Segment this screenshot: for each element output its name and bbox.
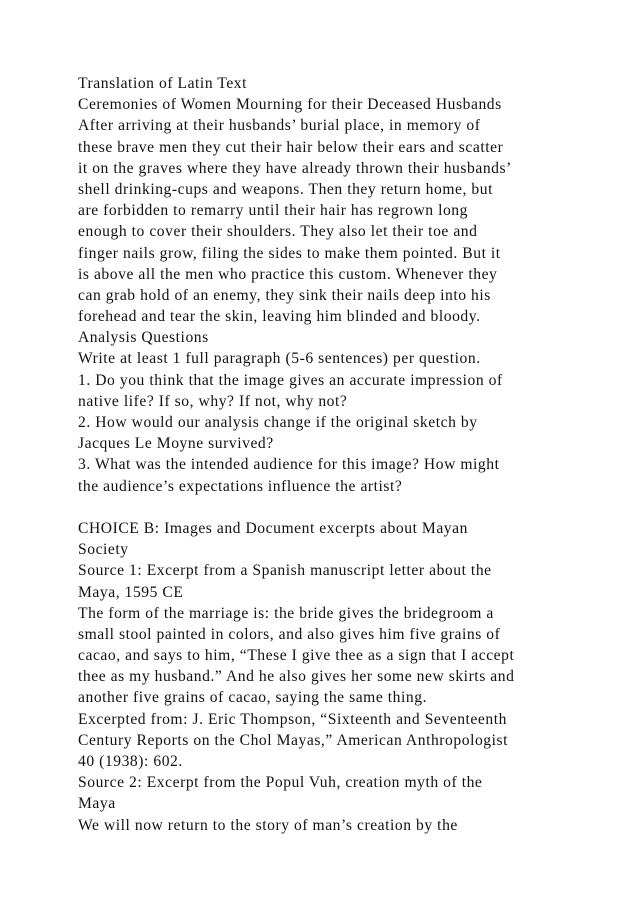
text-line: these brave men they cut their hair below their ears and scatter (78, 138, 504, 156)
citation-line: Century Reports on the Chol Mayas,” American Anthropologist (78, 731, 509, 749)
source-heading: Maya (78, 795, 116, 813)
question-line: Jacques Le Moyne survived? (78, 435, 274, 453)
section-heading: CHOICE B: Images and Document excerpts about Mayan (78, 519, 468, 537)
question-line: 1. Do you think that the image gives an accurate impression of (78, 371, 503, 389)
document-text (78, 73, 558, 836)
text-line: it on the graves where they have already thrown their husbands’ (78, 159, 512, 177)
source-heading: Maya, 1595 CE (78, 583, 184, 601)
instruction-line: Write at least 1 full paragraph (5-6 sentences) per question. (78, 350, 481, 368)
source-heading: Source 2: Excerpt from the Popul Vuh, creation myth of the (78, 774, 483, 792)
text-line: We will now return to the story of man’s creation by the (78, 816, 458, 834)
question-line: 2. How would our analysis change if the original sketch by (78, 414, 478, 431)
question-line: the audience’s expectations influence the artist? (78, 477, 403, 495)
text-line: shell drinking-cups and weapons. Then they return home, but (78, 180, 493, 198)
text-line: enough to cover their shoulders. They also let their toe and (78, 223, 478, 241)
text-line: After arriving at their husbands’ burial place, in memory of (78, 117, 481, 135)
text-line: another five grains of cacao, saying the same thing. (78, 689, 428, 707)
source-heading: Source 1: Excerpt from a Spanish manuscript letter about the (78, 562, 492, 580)
citation-line: 40 (1938): 602. (78, 753, 183, 770)
text-line: thee as my husband.” And he also gives her some new skirts and (78, 668, 515, 686)
blank-line (78, 497, 558, 518)
text-heading: Ceremonies of Women Mourning for their Deceased Husbands (78, 96, 502, 114)
citation-line: Excerpted from: J. Eric Thompson, “Sixteenth and Seventeenth (78, 710, 507, 728)
text-line: are forbidden to remarry until their hair has regrown long (78, 202, 468, 220)
text-line: The form of the marriage is: the bride gives the bridegroom a (78, 604, 494, 622)
text-line: cacao, and says to him, “These I give thee as a sign that I accept (78, 647, 515, 665)
text-line: finger nails grow, filing the sides to make them pointed. But it (78, 244, 501, 262)
text-line: small stool painted in colors, and also gives him five grains of (78, 625, 501, 643)
section-heading: Analysis Questions (78, 329, 209, 347)
question-line: 3. What was the intended audience for this image? How might (78, 456, 500, 474)
text-line: can grab hold of an enemy, they sink their nails deep into his (78, 286, 491, 304)
section-title: Translation of Latin Text (78, 75, 248, 92)
text-line: forehead and tear the skin, leaving him blinded and bloody. (78, 308, 481, 326)
text-line: is above all the men who practice this custom. Whenever they (78, 265, 498, 283)
section-heading: Society (78, 541, 129, 559)
question-line: native life? If so, why? If not, why not? (78, 392, 348, 410)
